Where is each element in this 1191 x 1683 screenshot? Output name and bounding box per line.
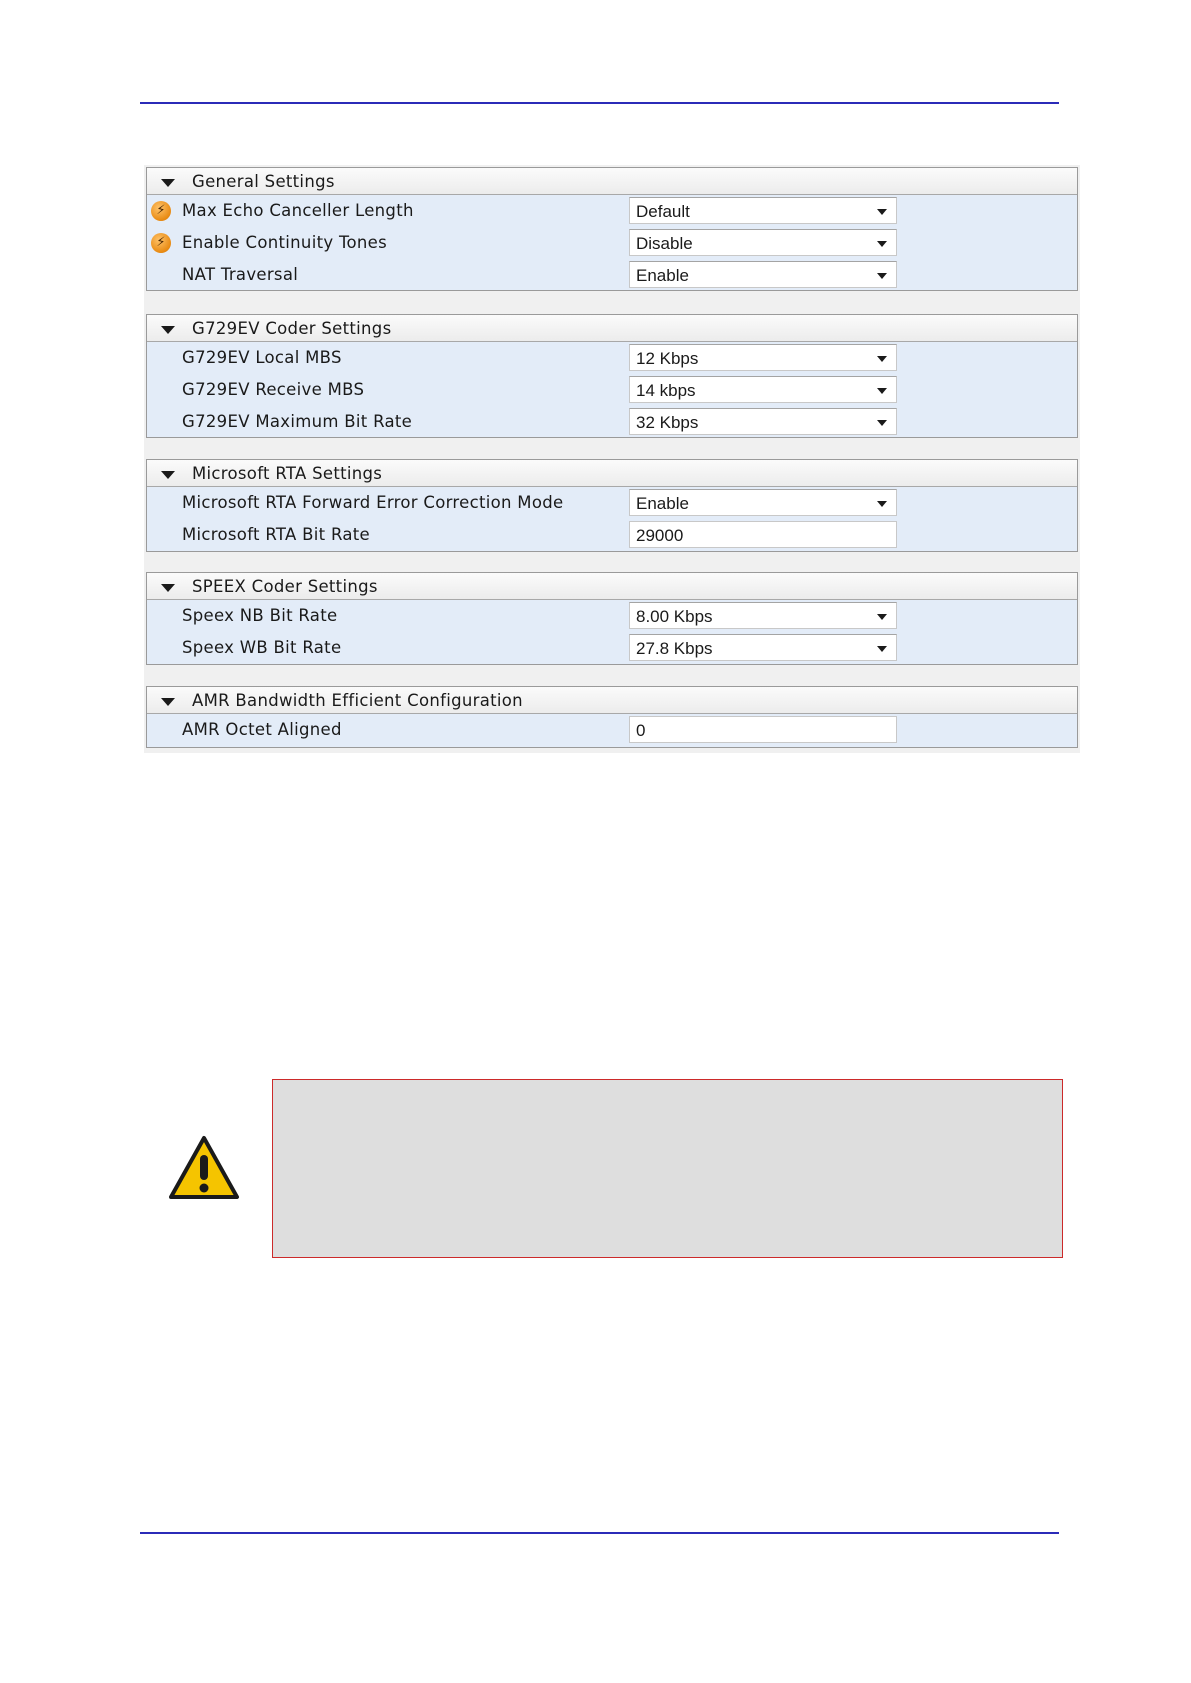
warning-triangle-icon <box>168 1135 240 1201</box>
setting-row <box>147 600 1077 632</box>
header-rule <box>140 102 1059 104</box>
speex-wb-bit-rate-select[interactable] <box>629 634 897 661</box>
chevron-down-icon[interactable] <box>877 614 887 620</box>
chevron-down-icon[interactable] <box>877 501 887 507</box>
max-echo-canceller-length-select[interactable] <box>629 197 897 224</box>
collapse-triangle-icon[interactable] <box>161 698 175 706</box>
group-header[interactable] <box>147 687 1077 714</box>
lightning-bolt-icon: ⚡ <box>151 233 171 253</box>
group-g729ev-coder-settings <box>146 314 1078 438</box>
chevron-down-icon[interactable] <box>877 273 887 279</box>
group-microsoft-rta-settings <box>146 459 1078 552</box>
collapse-triangle-icon[interactable] <box>161 584 175 592</box>
group-header[interactable] <box>147 573 1077 600</box>
setting-label: NAT Traversal <box>182 265 299 284</box>
microsoft-rta-bit-rate-input-box <box>629 521 897 548</box>
collapse-triangle-icon[interactable] <box>161 471 175 479</box>
select-value: Enable <box>636 266 689 285</box>
setting-row <box>147 195 1077 227</box>
group-general-settings <box>146 167 1078 291</box>
g729ev-local-mbs-select[interactable] <box>629 344 897 371</box>
setting-row <box>147 519 1077 551</box>
footer-rule <box>140 1532 1059 1534</box>
setting-label: Microsoft RTA Bit Rate <box>182 525 370 544</box>
nat-traversal-select[interactable] <box>629 261 897 288</box>
amr-octet-aligned-input-box <box>629 716 897 743</box>
amr-octet-aligned-input[interactable] <box>636 721 886 741</box>
select-value: Default <box>636 202 690 221</box>
note-box <box>272 1079 1063 1258</box>
group-speex-coder-settings <box>146 572 1078 665</box>
setting-row <box>147 487 1077 519</box>
setting-label: Max Echo Canceller Length <box>182 201 414 220</box>
select-value: Disable <box>636 234 693 253</box>
select-value: 14 kbps <box>636 381 696 400</box>
select-value: 27.8 Kbps <box>636 639 713 658</box>
enable-continuity-tones-select[interactable] <box>629 229 897 256</box>
select-value: 8.00 Kbps <box>636 607 713 626</box>
select-value: 32 Kbps <box>636 413 699 432</box>
chevron-down-icon[interactable] <box>877 209 887 215</box>
group-amr-bandwidth-efficient-configuration <box>146 686 1078 748</box>
chevron-down-icon[interactable] <box>877 646 887 652</box>
setting-row <box>147 406 1077 438</box>
group-title: SPEEX Coder Settings <box>192 577 378 596</box>
group-header[interactable] <box>147 168 1077 195</box>
setting-label: Speex WB Bit Rate <box>182 638 342 657</box>
setting-label: Enable Continuity Tones <box>182 233 388 252</box>
collapse-triangle-icon[interactable] <box>161 179 175 187</box>
group-title: General Settings <box>192 172 335 191</box>
speex-nb-bit-rate-select[interactable] <box>629 602 897 629</box>
select-value: 12 Kbps <box>636 349 699 368</box>
microsoft-rta-bit-rate-input[interactable] <box>636 526 886 546</box>
setting-row <box>147 259 1077 291</box>
collapse-triangle-icon[interactable] <box>161 326 175 334</box>
setting-row <box>147 342 1077 374</box>
group-title: AMR Bandwidth Efficient Configuration <box>192 691 523 710</box>
group-title: G729EV Coder Settings <box>192 319 392 338</box>
chevron-down-icon[interactable] <box>877 420 887 426</box>
g729ev-receive-mbs-select[interactable] <box>629 376 897 403</box>
group-header[interactable] <box>147 315 1077 342</box>
setting-label: Microsoft RTA Forward Error Correction Mode <box>182 493 564 512</box>
chevron-down-icon[interactable] <box>877 388 887 394</box>
chevron-down-icon[interactable] <box>877 356 887 362</box>
lightning-bolt-icon: ⚡ <box>151 201 171 221</box>
setting-row <box>147 227 1077 259</box>
setting-label: G729EV Local MBS <box>182 348 342 367</box>
chevron-down-icon[interactable] <box>877 241 887 247</box>
setting-row <box>147 632 1077 664</box>
group-header[interactable] <box>147 460 1077 487</box>
setting-row <box>147 714 1077 746</box>
setting-label: G729EV Maximum Bit Rate <box>182 412 413 431</box>
setting-row <box>147 374 1077 406</box>
select-value: Enable <box>636 494 689 513</box>
microsoft-rta-fec-mode-select[interactable] <box>629 489 897 516</box>
group-title: Microsoft RTA Settings <box>192 464 383 483</box>
setting-label: AMR Octet Aligned <box>182 720 342 739</box>
setting-label: Speex NB Bit Rate <box>182 606 338 625</box>
setting-label: G729EV Receive MBS <box>182 380 365 399</box>
g729ev-maximum-bit-rate-select[interactable] <box>629 408 897 435</box>
